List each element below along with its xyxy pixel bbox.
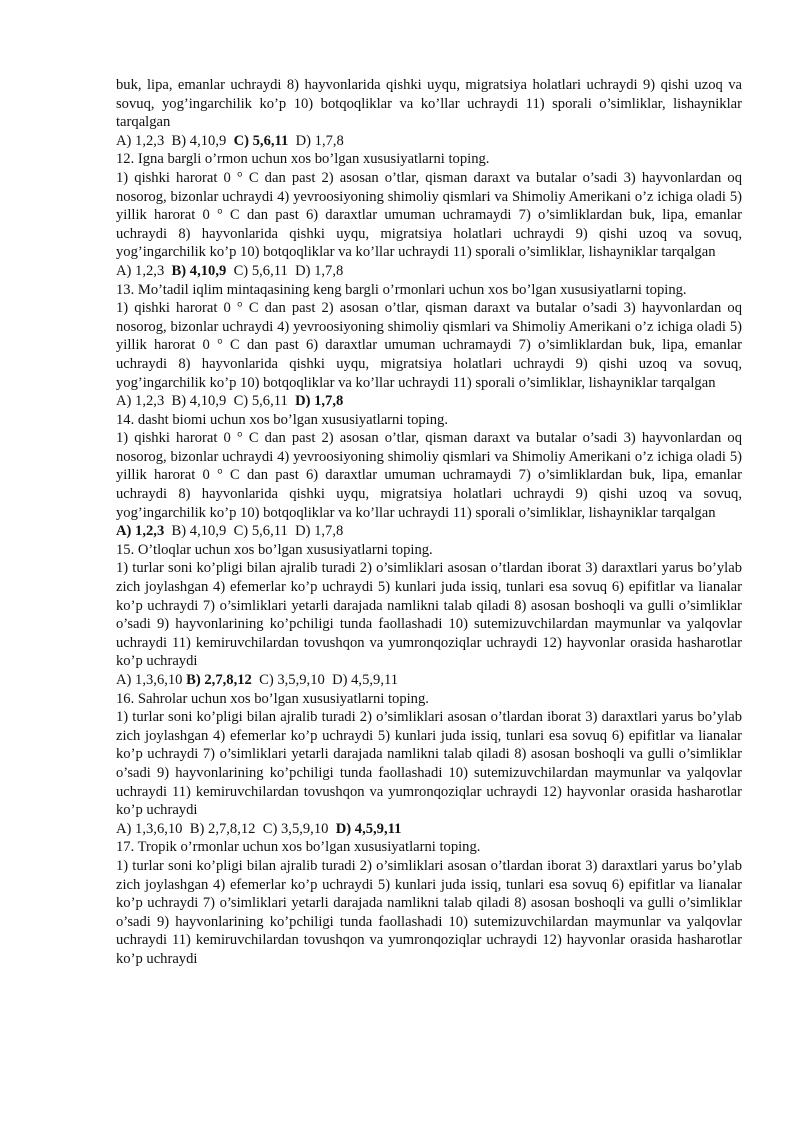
- question-title: 17. Tropik o’rmonlar uchun xos bo’lgan xususiyatlarni toping.: [116, 839, 481, 856]
- question-options: [116, 522, 742, 541]
- option-d: D) 1,7,8: [295, 262, 344, 279]
- option-d: D) 4,5,9,11: [332, 672, 399, 688]
- question-body: 1) qishki harorat 0 ° C dan past 2) asosan o’tlar, qisman daraxt va butalar o’sadi 3) hayvonlardan oq nosorog, bizonlar uchraydi 4) yevroosiyoning shimoliy qismlari va Shimoliy Amerikani o’z ichiga oladi 5) yillik harorat 0 ° C dan past 6) daraxtlar umuman uchramaydi 7) o’simliklardan buk, lipa, emanlar uchraydi 8) hayvonlarida qishki uyqu, migratsiya holatlari uchraydi 9) qishi uzoq va sovuq, yog’ingarchilik ko’p 10) botqoqliklar va ko’llar uchraydi 11) sporali o’simliklar, lishayniklar tarqalgan: [116, 169, 742, 261]
- option-a: A) 1,2,3: [116, 523, 165, 540]
- option-a: A) 1,3,6,10: [116, 672, 183, 688]
- option-c: C) 3,5,9,10: [259, 672, 325, 688]
- option-c: C) 5,6,11: [233, 262, 288, 279]
- question-body: 1) qishki harorat 0 ° C dan past 2) asosan o’tlar, qisman daraxt va butalar o’sadi 3) hayvonlardan oq nosorog, bizonlar uchraydi 4) yevroosiyoning shimoliy qismlari va Shimoliy Amerikani o’z ichiga oladi 5) yillik harorat 0 ° C dan past 6) daraxtlar umuman uchramaydi 7) o’simliklardan buk, lipa, emanlar uchraydi 8) hayvonlarida qishki uyqu, migratsiya holatlari uchraydi 9) qishi uzoq va sovuq, yog’ingarchilik ko’p 10) botqoqliklar va ko’llar uchraydi 11) sporali o’simliklar, lishayniklar tarqalgan: [116, 300, 742, 391]
- question-options: [116, 671, 742, 690]
- question-body: 1) turlar soni ko’pligi bilan ajralib turadi 2) o’simliklari asosan o’tlardan iborat 3) daraxtlari yarus bo’ylab zich joylashgan 4) efemerlar ko’p uchraydi 5) kunlari juda issiq, tunlari esa sovuq 6) epifitlar va lianalar ko’p uchraydi 7) o’simliklari yetarli darajada namlikni talab qiladi 8) asosan boshoqli va gulli o’simliklar o’sadi 9) hayvonlarining ko’pchiligi tunda faollashadi 10) sutemizuvchilardan maymunlar va yalqovlar uchraydi 11) kemiruvchilardan tovushqon va yumronqoziqlar uchraydi 12) hayvonlar orasida hasharotlar ko’p uchraydi: [116, 560, 742, 670]
- question-options: [116, 392, 742, 411]
- option-d: D) 1,7,8: [295, 523, 344, 540]
- option-b: B) 2,7,8,12: [189, 820, 256, 837]
- question-title: 16. Sahrolar uchun xos bo’lgan xususiyatlarni toping.: [116, 690, 429, 707]
- option-a: A) 1,2,3: [116, 393, 165, 410]
- option-b: B) 4,10,9: [171, 262, 227, 279]
- option-b: B) 4,10,9: [171, 132, 227, 149]
- question-body: 1) qishki harorat 0 ° C dan past 2) asosan o’tlar, qisman daraxt va butalar o’sadi 3) hayvonlardan oq nosorog, bizonlar uchraydi 4) yevroosiyoning shimoliy qismlari va Shimoliy Amerikani o’z ichiga oladi 5) yillik harorat 0 ° C dan past 6) daraxtlar umuman uchramaydi 7) o’simliklardan buk, lipa, emanlar uchraydi 8) hayvonlarida qishki uyqu, migratsiya holatlari uchraydi 9) qishi uzoq va sovuq, yog’ingarchilik ko’p 10) botqoqliklar va ko’llar uchraydi 11) sporali o’simliklar, lishayniklar tarqalgan: [116, 430, 742, 521]
- document-page: [116, 76, 742, 969]
- question-title: 12. Igna bargli o’rmon uchun xos bo’lgan xususiyatlarni toping.: [116, 151, 490, 168]
- option-d: D) 4,5,9,11: [335, 820, 402, 837]
- question-body: 1) turlar soni ko’pligi bilan ajralib turadi 2) o’simliklari asosan o’tlardan iborat 3) daraxtlari yarus bo’ylab zich joylashgan 4) efemerlar ko’p uchraydi 5) kunlari juda issiq, tunlari esa sovuq 6) epifitlar va lianalar ko’p uchraydi 7) o’simliklari yetarli darajada namlikni talab qiladi 8) asosan boshoqli va gulli o’simliklar o’sadi 9) hayvonlarining ko’pchiligi tunda faollashadi 10) sutemizuvchilardan maymunlar va yalqovlar uchraydi 11) kemiruvchilardan tovushqon va yumronqoziqlar uchraydi 12) hayvonlar orasida hasharotlar ko’p uchraydi: [116, 709, 742, 819]
- option-b: B) 4,10,9: [171, 523, 227, 540]
- option-a: A) 1,2,3: [116, 132, 165, 149]
- option-c: C) 5,6,11: [233, 132, 289, 149]
- intro-text: buk, lipa, emanlar uchraydi 8) hayvonlarida qishki uyqu, migratsiya holatlari uchraydi 9) qishi uzoq va sovuq, yog’ingarchilik ko’p 10) botqoqliklar va ko’llar uchraydi 11) sporali o’simliklar, lishayniklar tarqalgan: [116, 77, 742, 131]
- question-title: 13. Mo’tadil iqlim mintaqasining keng bargli o’rmonlari uchun xos bo’lgan xususiyatlarni toping.: [116, 281, 687, 298]
- option-c: C) 5,6,11: [233, 393, 288, 410]
- option-d: D) 1,7,8: [295, 393, 344, 410]
- option-a: A) 1,3,6,10: [116, 820, 183, 837]
- question-options: [116, 820, 742, 839]
- question-body: 1) turlar soni ko’pligi bilan ajralib turadi 2) o’simliklari asosan o’tlardan iborat 3) daraxtlari yarus bo’ylab zich joylashgan 4) efemerlar ko’p uchraydi 5) kunlari juda issiq, tunlari esa sovuq 6) epifitlar va lianalar ko’p uchraydi 7) o’simliklari yetarli darajada namlikni talab qiladi 8) asosan boshoqli va gulli o’simliklar o’sadi 9) hayvonlarining ko’pchiligi tunda faollashadi 10) sutemizuvchilardan maymunlar va yalqovlar uchraydi 11) kemiruvchilardan tovushqon va yumronqoziqlar uchraydi 12) hayvonlar orasida hasharotlar ko’p uchraydi: [116, 857, 742, 967]
- option-c: C) 5,6,11: [233, 523, 288, 540]
- option-a: A) 1,2,3: [116, 262, 165, 279]
- option-b: B) 4,10,9: [171, 393, 227, 410]
- question-options: [116, 262, 742, 281]
- option-d: D) 1,7,8: [295, 132, 344, 149]
- option-c: C) 3,5,9,10: [262, 820, 329, 837]
- question-title: 15. O’tloqlar uchun xos bo’lgan xususiyatlarni toping.: [116, 541, 433, 558]
- option-b: B) 2,7,8,12: [186, 672, 252, 688]
- question-title: 14. dasht biomi uchun xos bo’lgan xususiyatlarni toping.: [116, 411, 448, 428]
- intro-options: [116, 132, 742, 151]
